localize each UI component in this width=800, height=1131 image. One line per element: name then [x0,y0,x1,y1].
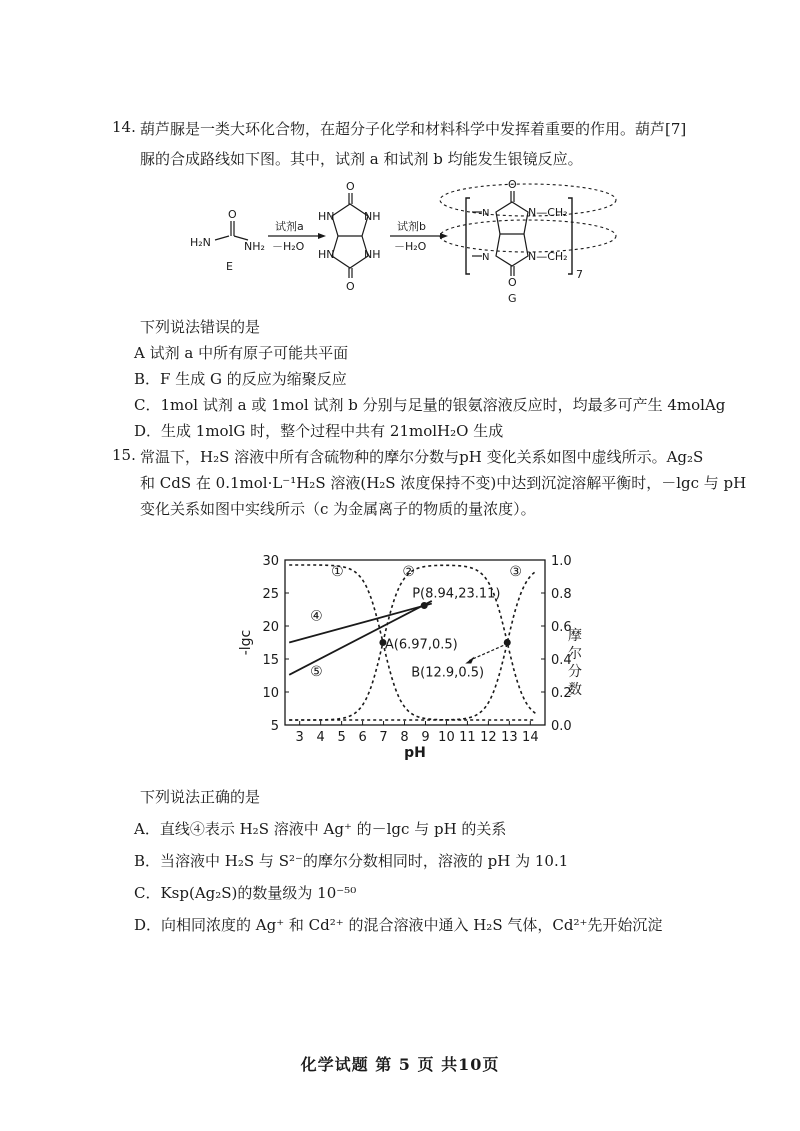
q15-option-d: D．向相同浓度的 Ag⁺ 和 Cd²⁺ 的混合溶液中通入 H₂S 气体，Cd²⁺先开始沉淀 [134,916,663,934]
point-b-arrowhead [465,657,474,664]
svg-text:N—CH₂: N—CH₂ [528,206,568,219]
y-left-tick-label: 15 [262,653,279,668]
q14-line1: 葫芦脲是一类大环化合物，在超分子化学和材料科学中发挥着重要的作用。葫芦[7] [140,120,687,138]
point-label-P: P(8.94,23.11) [412,586,501,602]
urea-o: O [228,208,237,221]
point-label-A: A(6.97,0.5) [384,637,458,653]
page-footer: 化学试题 第 5 页 共10页 [300,1055,500,1074]
y-right-tick-label: 0.4 [551,653,572,668]
curve-label-3: ③ [509,564,522,581]
y-left-tick-label: 5 [270,719,279,734]
y-right-axis-label: 摩尔分数 [568,628,582,698]
x-tick-label: 10 [438,730,455,745]
y-right-tick-label: 0.8 [551,587,572,602]
y-right-tick-label: 1.0 [551,554,572,569]
arrow1-bottom: －H₂O [272,240,305,253]
svg-text:NH: NH [364,248,381,261]
q15-option-b: B．当溶液中 H₂S 与 S²⁻的摩尔分数相同时，溶液的 pH 为 10.1 [134,852,569,870]
g-subscript-7: 7 [576,268,583,281]
x-tick-label: 14 [522,730,539,745]
y-right-tick-label: 0.0 [551,719,572,734]
q14-number: 14. [112,118,136,136]
y-left-tick-label: 30 [262,554,279,569]
q15-number: 15. [112,446,136,464]
x-tick-label: 11 [459,730,476,745]
e-label: E [226,260,233,273]
point-B [504,639,511,646]
svg-text:HN: HN [318,210,335,223]
x-tick-label: 5 [337,730,346,745]
point-P [421,602,428,609]
svg-text:O: O [346,180,355,193]
y-left-tick-label: 10 [262,686,279,701]
svg-text:NH: NH [364,210,381,223]
q15-chart [0,540,800,770]
q15-line1: 常温下，H₂S 溶液中所有含硫物种的摩尔分数与pH 变化关系如图中虚线所示。Ag₂S [140,448,704,466]
svg-text:N—CH₂: N—CH₂ [528,250,568,263]
q15-line3: 变化关系如图中实线所示（c 为金属离子的物质的量浓度）。 [140,500,536,518]
q14-option-d: D．生成 1molG 时，整个过程中共有 21molH₂O 生成 [134,422,504,440]
q14-option-c: C．1mol 试剂 a 或 1mol 试剂 b 分别与足量的银氨溶液反应时，均最多可产生 4molAg [134,396,726,414]
svg-text:O: O [346,280,355,293]
g-label: G [508,292,517,305]
y-right-tick-label: 0.2 [551,686,572,701]
curve-label-2: ② [402,564,415,581]
svg-text:O: O [508,178,517,191]
q14-line2: 脲的合成路线如下图。其中，试剂 a 和试剂 b 均能发生银镜反应。 [140,150,583,168]
arrow2-top: 试剂b [397,220,426,233]
x-tick-label: 8 [400,730,409,745]
urea-h2n: H₂N [190,236,211,249]
x-tick-label: 12 [480,730,497,745]
svg-text:N: N [482,252,490,263]
svg-text:O: O [508,276,517,289]
q14-prompt: 下列说法错误的是 [140,318,261,336]
y-left-axis-label: -lgc [238,629,254,656]
q15-line2: 和 CdS 在 0.1mol·L⁻¹H₂S 溶液(H₂S 浓度保持不变)中达到沉淀溶解平衡时，－lgc 与 pH [140,474,747,492]
point-label-B: B(12.9,0.5) [411,665,485,681]
q15-prompt: 下列说法正确的是 [140,788,261,806]
y-right-tick-label: 0.6 [551,620,572,635]
y-left-tick-label: 20 [262,620,279,635]
q15-option-c: C．Ksp(Ag₂S)的数量级为 10⁻⁵⁰ [134,884,357,902]
x-tick-label: 7 [379,730,388,745]
svg-text:HN: HN [318,248,335,261]
arrow1-top: 试剂a [275,220,304,233]
x-axis-label: pH [404,745,426,761]
curve-label-4: ④ [310,608,323,625]
x-tick-label: 13 [501,730,518,745]
q14-reaction-scheme [0,178,800,308]
q14-option-b: B．F 生成 G 的反应为缩聚反应 [134,370,347,388]
q14-option-a: A 试剂 a 中所有原子可能共平面 [134,344,349,362]
svg-text:N: N [482,208,490,219]
x-tick-label: 6 [358,730,367,745]
curve-label-5: ⑤ [310,663,323,680]
curve-label-1: ① [331,564,344,581]
x-tick-label: 3 [295,730,304,745]
x-tick-label: 4 [316,730,325,745]
arrow2-bottom: －H₂O [394,240,427,253]
x-tick-label: 9 [421,730,430,745]
point-b-arrow [469,646,503,661]
y-left-tick-label: 25 [262,587,279,602]
urea-nh2: NH₂ [244,240,265,253]
q15-option-a: A．直线④表示 H₂S 溶液中 Ag⁺ 的－lgc 与 pH 的关系 [134,820,507,838]
